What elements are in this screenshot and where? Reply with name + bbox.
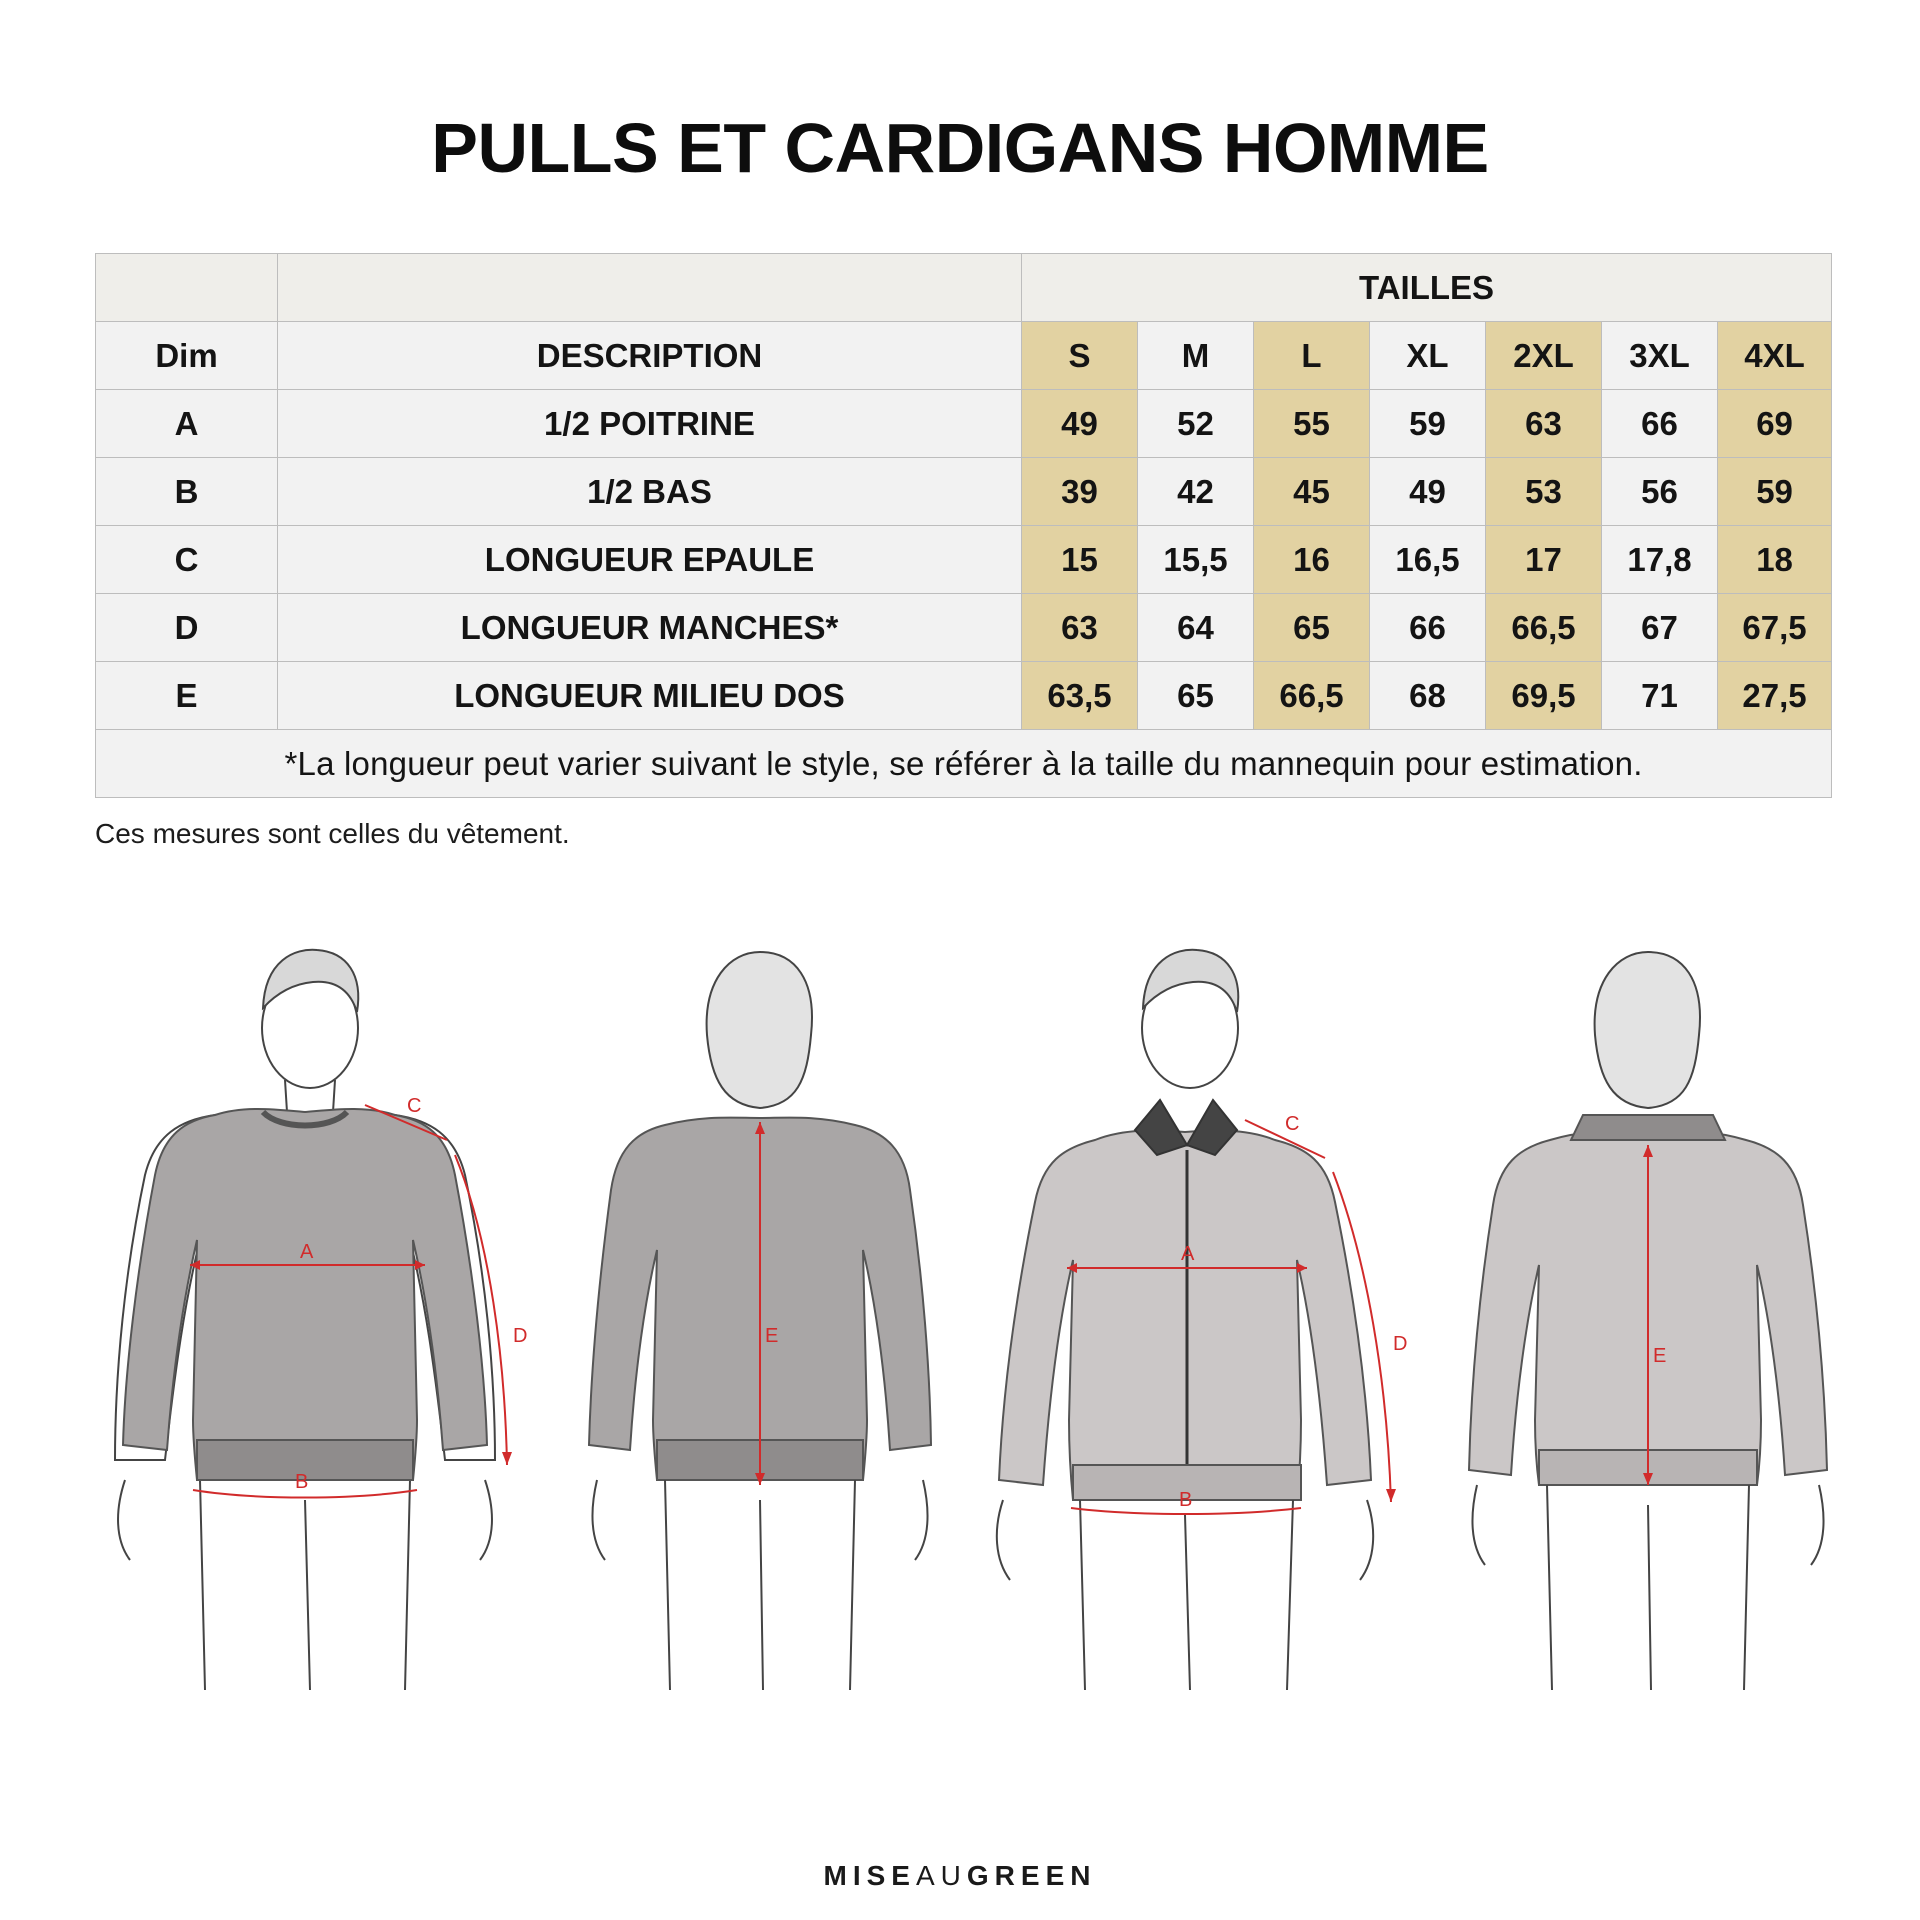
label-e: E bbox=[1653, 1345, 1667, 1367]
value-cell: 49 bbox=[1022, 390, 1138, 458]
sweater-back-drawing bbox=[575, 940, 935, 1692]
value-cell: 49 bbox=[1370, 458, 1486, 526]
dim-cell: D bbox=[96, 594, 278, 662]
brand-logo-part: AU bbox=[915, 1860, 967, 1891]
value-cell: 16,5 bbox=[1370, 526, 1486, 594]
value-cell: 65 bbox=[1254, 594, 1370, 662]
value-cell: 45 bbox=[1254, 458, 1370, 526]
value-cell: 67 bbox=[1602, 594, 1718, 662]
value-cell: 39 bbox=[1022, 458, 1138, 526]
size-header-2xl: 2XL bbox=[1486, 322, 1602, 390]
page-title: PULLS ET CARDIGANS HOMME bbox=[431, 109, 1489, 187]
dim-header: Dim bbox=[96, 322, 278, 390]
size-header-m: M bbox=[1138, 322, 1254, 390]
table-header-row bbox=[96, 322, 1832, 390]
value-cell: 68 bbox=[1370, 662, 1486, 730]
value-cell: 16 bbox=[1254, 526, 1370, 594]
value-cell: 69 bbox=[1718, 390, 1832, 458]
value-cell: 55 bbox=[1254, 390, 1370, 458]
value-cell: 63 bbox=[1486, 390, 1602, 458]
value-cell: 27,5 bbox=[1718, 662, 1832, 730]
value-cell: 66,5 bbox=[1486, 594, 1602, 662]
value-cell: 56 bbox=[1602, 458, 1718, 526]
dim-cell: B bbox=[96, 458, 278, 526]
brand-logo-part: GREEN bbox=[966, 1860, 1097, 1891]
value-cell: 53 bbox=[1486, 458, 1602, 526]
dim-cell: C bbox=[96, 526, 278, 594]
description-cell: 1/2 BAS bbox=[278, 458, 1022, 526]
value-cell: 71 bbox=[1602, 662, 1718, 730]
cardigan-back-illustration bbox=[1455, 940, 1831, 1692]
empty-header-cell bbox=[96, 254, 278, 322]
table-row bbox=[96, 390, 1832, 458]
size-header-3xl: 3XL bbox=[1602, 322, 1718, 390]
cardigan-front-body bbox=[999, 1130, 1371, 1500]
brand-logo bbox=[0, 1860, 1920, 1892]
value-cell: 18 bbox=[1718, 526, 1832, 594]
value-cell: 17 bbox=[1486, 526, 1602, 594]
value-cell: 15 bbox=[1022, 526, 1138, 594]
empty-header-cell bbox=[278, 254, 1022, 322]
table-row bbox=[96, 662, 1832, 730]
description-cell: 1/2 POITRINE bbox=[278, 390, 1022, 458]
cardigan-front-drawing bbox=[975, 940, 1408, 1692]
illustrations bbox=[95, 940, 1831, 1692]
table-row bbox=[96, 526, 1832, 594]
sweater-front-illustration bbox=[95, 940, 528, 1692]
label-e: E bbox=[765, 1325, 779, 1347]
description-cell: LONGUEUR MILIEU DOS bbox=[278, 662, 1022, 730]
size-chart-table bbox=[95, 253, 1832, 798]
value-cell: 15,5 bbox=[1138, 526, 1254, 594]
brand-logo-part: MISE bbox=[823, 1860, 916, 1891]
value-cell: 65 bbox=[1138, 662, 1254, 730]
label-d: D bbox=[1393, 1333, 1408, 1355]
label-d: D bbox=[513, 1325, 528, 1347]
label-c: C bbox=[1285, 1113, 1300, 1135]
value-cell: 66 bbox=[1602, 390, 1718, 458]
size-header-4xl: 4XL bbox=[1718, 322, 1832, 390]
table-row bbox=[96, 594, 1832, 662]
size-header-s: S bbox=[1022, 322, 1138, 390]
description-header: DESCRIPTION bbox=[278, 322, 1022, 390]
description-cell: LONGUEUR MANCHES* bbox=[278, 594, 1022, 662]
cardigan-front-illustration bbox=[975, 940, 1408, 1692]
label-b: B bbox=[1179, 1489, 1193, 1511]
table-footnote-row bbox=[96, 730, 1832, 798]
label-a: A bbox=[1181, 1243, 1195, 1265]
description-cell: LONGUEUR EPAULE bbox=[278, 526, 1022, 594]
size-header-xl: XL bbox=[1370, 322, 1486, 390]
sizes-group-header: TAILLES bbox=[1022, 254, 1832, 322]
value-cell: 66 bbox=[1370, 594, 1486, 662]
footnote-cell: *La longueur peut varier suivant le style, se référer à la taille du mannequin pour estimation. bbox=[96, 730, 1832, 798]
cardigan-back-drawing bbox=[1455, 940, 1831, 1692]
sweater-back-illustration bbox=[575, 940, 935, 1692]
value-cell: 63 bbox=[1022, 594, 1138, 662]
value-cell: 59 bbox=[1370, 390, 1486, 458]
value-cell: 17,8 bbox=[1602, 526, 1718, 594]
value-cell: 66,5 bbox=[1254, 662, 1370, 730]
table-row bbox=[96, 458, 1832, 526]
value-cell: 42 bbox=[1138, 458, 1254, 526]
label-b: B bbox=[295, 1471, 309, 1493]
value-cell: 59 bbox=[1718, 458, 1832, 526]
size-header-l: L bbox=[1254, 322, 1370, 390]
value-cell: 64 bbox=[1138, 594, 1254, 662]
label-c: C bbox=[407, 1095, 422, 1117]
value-cell: 67,5 bbox=[1718, 594, 1832, 662]
value-cell: 69,5 bbox=[1486, 662, 1602, 730]
dim-cell: E bbox=[96, 662, 278, 730]
value-cell: 52 bbox=[1138, 390, 1254, 458]
sweater-front-body bbox=[123, 1109, 487, 1480]
value-cell: 63,5 bbox=[1022, 662, 1138, 730]
table-group-header-row bbox=[96, 254, 1832, 322]
measure-note: Ces mesures sont celles du vêtement. bbox=[95, 818, 570, 849]
label-a: A bbox=[300, 1241, 314, 1263]
dim-cell: A bbox=[96, 390, 278, 458]
sweater-front-drawing bbox=[95, 940, 528, 1692]
